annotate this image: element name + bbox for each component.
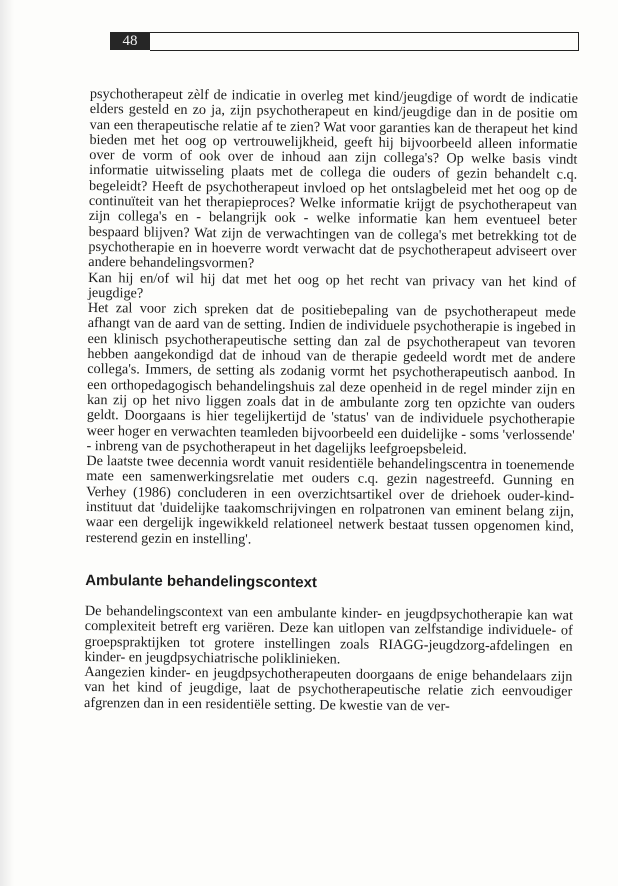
paragraph: Het zal voor zich spreken dat de positiebepaling van de psychotherapeut mede afhangt van de aard van de setting. Indien de individuele psychotherapie is ingebed in een klinisch psychotherapeutische setting dan zal de psychotherapeut van tevoren hebben aangekondigd dat de inhoud van de therapie gedeeld wordt met de andere collega's. Immers, de setting als zodanig vormt het psychotherapeutisch aanbod. In een orthopedagogisch behandelingshuis zal deze openheid in de regel minder zijn en kan zij op het nivo liggen zoals dat in de ambulante zorg ten opzichte van ouders geldt. Doorgaans is hier tegelijkertijd de 'status' van de individuele psychotherapie weer hoger en verwachten teamleden bijvoorbeeld een duidelijke - soms 'verlossende' - inbreng van de psychotherapeut in het dagelijks leefgroepsbeleid. [86, 300, 576, 458]
header-rule [150, 32, 579, 51]
page-number: 48 [110, 32, 150, 50]
paragraph: Aangezien kinder- en jeugdpsychotherapeuten doorgaans de enige behandelaars zijn van het kind of jeugdige, laat de psychotherapeutische relatie zich eenvoudiger afgrenzen dan in een residentiële setting. De kwestie van de ver- [84, 664, 573, 715]
paragraph: psychotherapeut zèlf de indicatie in overleg met kind/jeugdige of wordt de indicatie elders gesteld en zo ja, zijn psychotherapeut en kind/jeugdige dan in de positie om van een therapeutische relatie af te zien? Wat voor garanties kan de therapeut het kind bieden met het oog op vertrouwelijkheid, geeft hij bijvoorbeeld alleen informatie over de vorm of ook over de inhoud aan zijn collega's? Op welke basis vindt informatie uitwisseling plaats met de collega die ouders of gezin behandelt c.q. begeleidt? Heeft de psychotherapeut invloed op het ontslagbeleid met het oog op de continuïteit van het therapieproces? Welke informatie krijgt de psychotherapeut van zijn collega's en - belangrijk ook - welke informatie kan hem eventueel beter bespaard blijven? Wat zijn de verwachtingen van de collega's met betrekking tot de psychotherapie en in hoeverre wordt verwacht dat de psychotherapeut adviseert over andere behandelingsvormen? [88, 86, 578, 272]
section-heading: Ambulante behandelingscontext [85, 571, 318, 592]
paragraph: Kan hij en/of wil hij dat met het oog op het recht van privacy van het kind of jeugdige? [87, 269, 577, 302]
body-text [84, 87, 578, 716]
page-gutter-shadow [0, 0, 14, 886]
paragraph: De laatste twee decennia wordt vanuit residentiële behandelingscentra in toenemende mate een samenwerkingsrelatie met ouders c.q. gezin nagestreefd. Gunning en Verhey (1986) concluderen in een overzichtsartikel over de driehoek ouder-kind-instituut dat 'duidelijke taakomschrijvingen en rolpatronen van eminent belang zijn, waar een dergelijk ingewikkeld relationeel netwerk bestaat tussen opgenomen kind, resterend gezin en instelling'. [85, 453, 575, 548]
paragraph: De behandelingscontext van een ambulante kinder- en jeugdpsychotherapie kan wat complexiteit betreft erg variëren. Deze kan uitlopen van zelfstandige individuele- of groepspraktijken tot grotere instellingen zoals RIAGG-jeugdzorg-afdelingen en kinder- en jeugdpsychiatrische poliklinieken. [84, 602, 574, 668]
page-header [110, 32, 580, 50]
